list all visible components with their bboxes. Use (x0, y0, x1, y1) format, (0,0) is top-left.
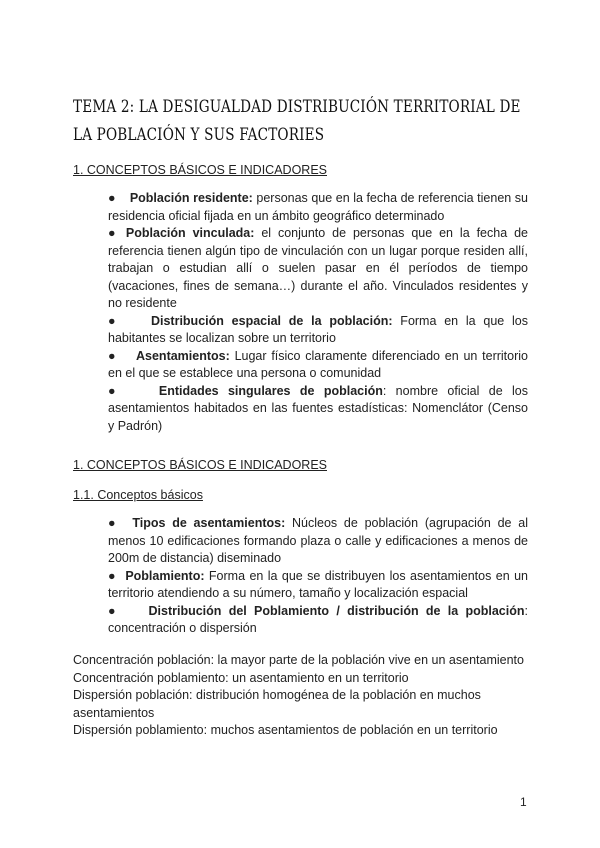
section-1-heading: 1. CONCEPTOS BÁSICOS E INDICADORES (73, 163, 327, 177)
list-item (108, 603, 528, 638)
page-number: 1 (520, 795, 527, 809)
bullet-icon: ● (108, 516, 119, 530)
list-item (108, 515, 528, 568)
definition: Núcleos de población (agrupación de al menos 10 edificaciones formando plaza o calle y edificaciones a menos de 200m de distancia) diseminado (108, 516, 528, 565)
bullet-icon: ● (108, 313, 120, 328)
section-2-heading: 1. CONCEPTOS BÁSICOS E INDICADORES (73, 458, 327, 472)
bullet-icon: ● (108, 191, 116, 205)
list-item (108, 190, 528, 225)
bullet-icon: ● (108, 226, 119, 240)
definition: Forma en la que se distribuyen los asentamientos en un territorio atendiendo a su número, tamaño y localización espacial (108, 568, 528, 600)
list-item (108, 225, 528, 313)
term: Asentamientos: (136, 348, 230, 363)
section-2-subheading: 1.1. Conceptos básicos (73, 488, 203, 502)
term: Tipos de asentamientos: (132, 516, 286, 530)
term: Población vinculada: (125, 226, 255, 240)
definition: Forma en la que los habitantes se localizan sobre un territorio (108, 313, 528, 345)
definition: Lugar físico claramente diferenciado en un territorio en el que se establece una persona o comunidad (108, 348, 528, 380)
list-item (108, 568, 528, 603)
section-2-list (108, 515, 528, 638)
bullet-icon: ● (108, 603, 120, 618)
term: Población residente: (129, 191, 253, 205)
definition: el conjunto de personas que en la fecha de referencia tienen algún tipo de vinculación con un lugar porque residen allí, trabajan o estudian allí o suelen pasar en él períodos de tiempo (vacaciones, fines de semana…) durante el año. Vinculados residentes y no residente (108, 226, 528, 310)
paragraph: Concentración población: la mayor parte de la población vive en un asentamiento Concentración poblamiento: un asentamiento en un territorio (73, 653, 524, 685)
section-1-list (108, 190, 528, 435)
term: Entidades singulares de población (158, 383, 383, 398)
definition: : concentración o dispersión (108, 603, 528, 635)
list-item (108, 348, 528, 383)
paragraph: Dispersión población: distribución homogénea de la población en muchos asentamientos (73, 688, 481, 720)
term: Poblamiento: (125, 568, 205, 583)
definition: personas que en la fecha de referencia tienen su residencia oficial fijada en un ámbito geográfico determinado (108, 191, 528, 223)
section-2-paragraphs (73, 652, 528, 740)
bullet-icon: ● (108, 348, 117, 363)
paragraph: Dispersión poblamiento: muchos asentamientos de población en un territorio (73, 723, 498, 737)
page-title: TEMA 2: LA DESIGUALDAD DISTRIBUCIÓN TERRITORIAL DE LA POBLACIÓN Y SUS FACTORIES (73, 97, 521, 145)
bullet-icon: ● (108, 383, 122, 398)
term: Distribución del Poblamiento / distribución de la población (148, 603, 525, 618)
list-item (108, 313, 528, 348)
definition: : nombre oficial de los asentamientos habitados en las fuentes estadísticas: Nomenclátor (Censo y Padrón) (108, 383, 528, 433)
list-item (108, 383, 528, 436)
bullet-icon: ● (108, 568, 117, 583)
term: Distribución espacial de la población: (150, 313, 393, 328)
